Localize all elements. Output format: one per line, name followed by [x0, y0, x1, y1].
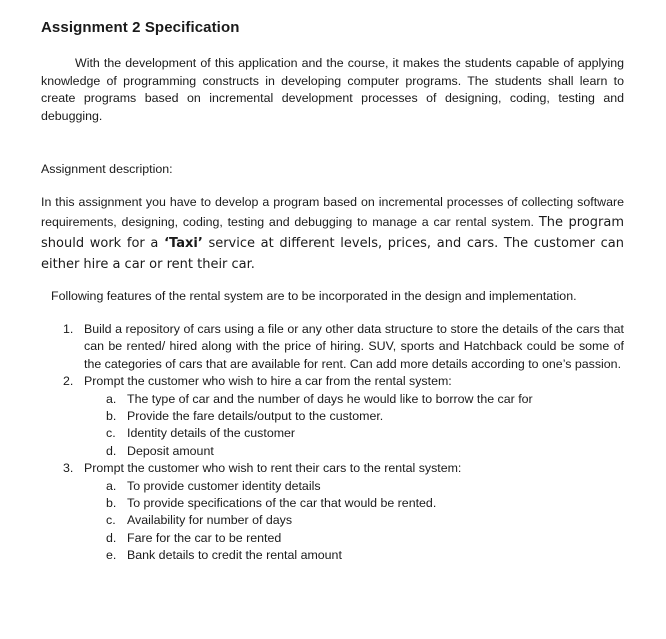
sub-item-text: Provide the fare details/output to the customer.: [127, 409, 384, 424]
feature-number: 3.: [63, 461, 74, 476]
sub-item-letter: b.: [106, 496, 117, 511]
description-line-2-post: service at different levels, prices, and cars. The customer can either hire a car or rent their car.: [41, 235, 625, 272]
feature-sublist: [84, 391, 624, 461]
sub-item: [84, 478, 624, 495]
taxi-bold-text: ‘Taxi’: [164, 235, 203, 251]
sub-item: [84, 495, 624, 512]
sub-item-letter: a.: [106, 478, 117, 493]
sub-item: [84, 391, 624, 408]
feature-item: [41, 321, 624, 373]
feature-text: Prompt the customer who wish to hire a car from the rental system:: [84, 374, 452, 389]
sub-item-text: Deposit amount: [127, 443, 214, 458]
features-list: [41, 321, 624, 565]
features-intro: Following features of the rental system are to be incorporated in the design and implementation.: [51, 289, 577, 303]
sub-item-text: Bank details to credit the rental amount: [127, 548, 342, 563]
sub-item-letter: a.: [106, 391, 117, 406]
sub-item: [84, 443, 624, 460]
sub-item-letter: b.: [106, 409, 117, 424]
intro-paragraph: With the development of this application and the course, it makes the students capable of applying knowledge of programming constructs in developing computer programs. The students shall learn to create programs based on incremental development processes of designing, coding, testing and debugging.: [41, 56, 624, 123]
description-line-1: In this assignment you have to develop a program based on incremental processes of collecting software requirements, designing, coding, testing and debugging to manage a car rental system.: [41, 195, 624, 229]
sub-item-text: To provide specifications of the car that would be rented.: [127, 496, 437, 511]
sub-item: [84, 530, 624, 547]
sub-item-text: Identity details of the customer: [127, 426, 296, 441]
sub-item: [84, 547, 624, 564]
sub-item: [84, 512, 624, 529]
feature-number: 1.: [63, 322, 74, 336]
feature-sublist: [84, 478, 624, 565]
sub-item-letter: c.: [106, 426, 116, 441]
sub-item-text: To provide customer identity details: [127, 478, 321, 493]
feature-number: 2.: [63, 374, 74, 389]
sub-item-text: The type of car and the number of days he would like to borrow the car for: [127, 391, 533, 406]
feature-text: Build a repository of cars using a file or any other data structure to store the details of the cars that can be rented/ hired along with the price of hiring. SUV, sports and Hatchback could be some of the categories of cars that are available for rent. Can add more details according to one’s passion.: [84, 322, 624, 371]
sub-item: [84, 425, 624, 442]
sub-item-letter: d.: [106, 530, 117, 545]
document-title: Assignment 2 Specification: [41, 19, 240, 36]
sub-item-letter: e.: [106, 548, 117, 563]
description-paragraph: [41, 194, 624, 275]
sub-item-text: Fare for the car to be rented: [127, 530, 282, 545]
feature-item: [41, 460, 624, 564]
sub-item: [84, 408, 624, 425]
description-heading: Assignment description:: [41, 162, 173, 176]
description-line-2-pre: The program should work for a: [41, 214, 624, 251]
feature-item: [41, 373, 624, 460]
feature-text: Prompt the customer who wish to rent their cars to the rental system:: [84, 461, 462, 476]
sub-item-letter: c.: [106, 513, 116, 528]
sub-item-letter: d.: [106, 443, 117, 458]
sub-item-text: Availability for number of days: [127, 513, 293, 528]
